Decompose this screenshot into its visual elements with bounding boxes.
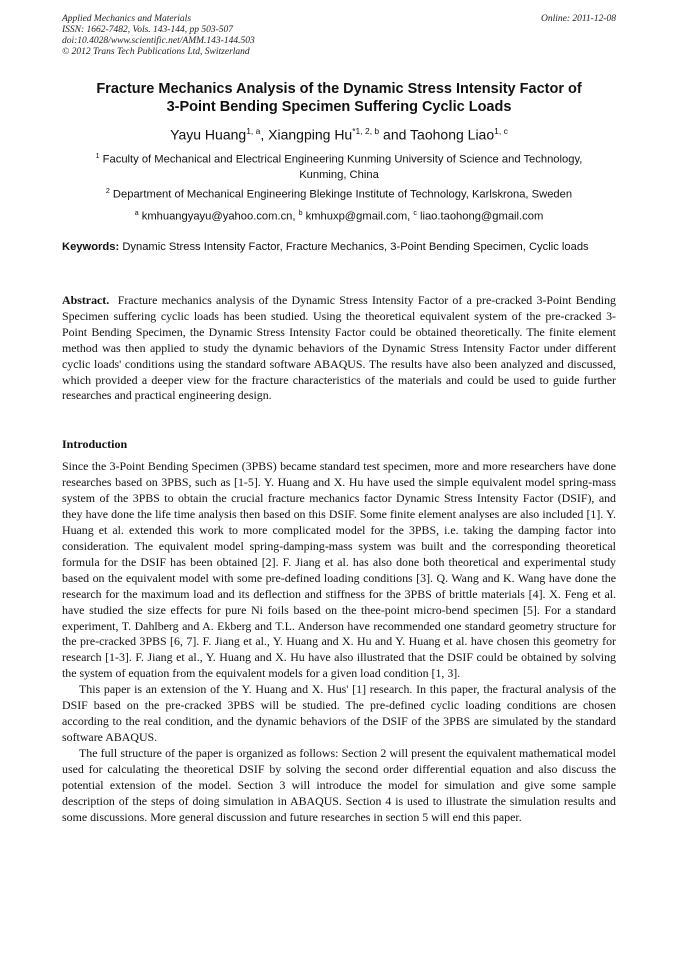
abstract-text: Fracture mechanics analysis of the Dynamic Stress Intensity Factor of a pre-cracked 3-Point Bending Specimen suffering cyclic loads has been studied. Using the theoretical equivalent system of the pre-cracked 3-Point Bending Specimen, the Dynamic Stress Intensity Factor could be obtained theoretically. The finite element method was then applied to study the dynamic behaviors of the Dynamic Stress Intensity Factor under different cyclic loads' conditions using the standard software ABAQUS. The results have also been analyzed and discussed, which provided a deeper view for the fracture characteristics of the materials and could be used to guide further researches and practical engineering design. xyxy=(62,293,616,403)
copyright-line: © 2012 Trans Tech Publications Ltd, Switzerland xyxy=(62,47,250,57)
intro-paragraph-2: This paper is an extension of the Y. Huang and X. Hus' [1] research. In this paper, the fractural analysis of the DSIF based on the pre-cracked 3PBS will be studied. The pre-defined cyclic loading conditions are chosen according to the real condition, and the dynamic behaviors of the DSIF of the 3PBS are simulated by the standard software ABAQUS. xyxy=(62,682,616,745)
email-b[interactable]: kmhuxp@gmail.com, xyxy=(305,210,411,223)
author-and: and xyxy=(379,126,411,143)
keywords-label: Keywords: xyxy=(62,241,120,253)
abstract-block xyxy=(62,293,616,404)
abstract-label: Abstract. xyxy=(62,293,110,307)
issn-line: ISSN: 1662-7482, Vols. 143-144, pp 503-507 xyxy=(62,25,233,35)
email-c[interactable]: liao.taohong@gmail.com xyxy=(419,210,544,223)
author-1: Yayu Huang xyxy=(170,126,247,143)
author-list xyxy=(62,122,616,144)
email-list xyxy=(62,206,616,225)
author-2: Xiangping Hu xyxy=(268,126,353,143)
introduction-heading: Introduction xyxy=(62,437,128,451)
keywords-text: Dynamic Stress Intensity Factor, Fracture Mechanics, 3-Point Bending Specimen, Cyclic loads xyxy=(122,241,589,253)
intro-paragraph-3: The full structure of the paper is organized as follows: Section 2 will present the equivalent mathematical model used for calculating the theoretical DSIF by solving the second order differential equation and also discuss the potential extension of the model. Section 3 will introduce the model for simulation and give some sample description of the steps of doing simulation in ABAQUS. Section 4 is used to illustrate the simulation results and some discussions. More general discussion and future researches in section 5 will end this paper. xyxy=(62,746,616,824)
email-a[interactable]: kmhuangyayu@yahoo.com.cn, xyxy=(141,210,296,223)
title-line-2: 3-Point Bending Specimen Suffering Cyclic Loads xyxy=(166,99,512,115)
keywords-block xyxy=(62,240,616,255)
affiliation-2 xyxy=(62,184,616,203)
affiliation-1-mark: 1 xyxy=(95,153,100,160)
email-a-mark: a xyxy=(134,210,139,217)
author-1-affil: 1, a xyxy=(246,126,261,136)
paper-title xyxy=(62,80,616,116)
intro-paragraph-1: Since the 3-Point Bending Specimen (3PBS) became standard test specimen, more and more researchers have done researches based on 3PBS, such as [1-5]. Y. Huang and X. Hu have used the simple equivalent model spring-mass system of the 3PBS to obtain the crucial fracture mechanics factor Dynamic Stress Intensity Factor (DSIF), and they have done the life time analysis then based on this DSIF. Some finite element analyses are also included [1]. Y. Huang et al. extended this work to more complicated model for the 3PBS, i.e. taking the damping factor into consideration. The equivalent model spring-damping-mass system was built and the corresponding theoretical formula for the DSIF has been obtained [2]. F. Jiang et al. has also done both theoretical and experimental study based on the equivalent model with some pre-defined loading conditions [3]. Q. Wang and K. Wang have done the research for the maximum load and its deflection and stiffness for the 3PBS of brittle materials [4]. X. Feng et al. have studied the size effects for pure Ni foils based on the thee-point micro-bend specimen [5]. For a standard experiment, T. Dahlberg and A. Ekberg and T.L. Anderson have recommended one standard geometry structure for the pre-cracked 3PBS [6, 7]. F. Jiang et al., Y. Huang and X. Hu and Y. Huang et al. have chosen this geometry for research [1-3]. F. Jiang et al., Y. Huang and X. Hu have also illustrated that the DSIF could be obtained by solving the system of equation from the equivalent models for a given load condition [1, 3]. xyxy=(62,459,616,681)
affiliation-2-mark: 2 xyxy=(105,188,110,195)
email-c-mark: c xyxy=(413,210,417,217)
affiliation-1 xyxy=(62,149,616,183)
introduction-body xyxy=(62,459,616,826)
journal-header xyxy=(62,14,616,58)
title-line-1: Fracture Mechanics Analysis of the Dynamic Stress Intensity Factor of xyxy=(96,81,582,97)
affiliation-1-line-2: Kunming, China xyxy=(299,168,379,181)
email-b-mark: b xyxy=(298,210,303,217)
online-date: Online: 2011-12-08 xyxy=(540,14,616,24)
affiliation-2-text: Department of Mechanical Engineering Blekinge Institute of Technology, Karlskrona, Sweden xyxy=(112,188,573,201)
doi-line: doi:10.4028/www.scientific.net/AMM.143-144.503 xyxy=(62,36,255,46)
affiliation-1-text: Faculty of Mechanical and Electrical Engineering Kunming University of Science and Technology, xyxy=(102,153,583,166)
author-separator: , xyxy=(260,126,269,143)
author-3-affil: 1, c xyxy=(494,126,508,136)
author-2-affil: *1, 2, b xyxy=(352,126,380,136)
author-3: Taohong Liao xyxy=(410,126,495,143)
journal-name: Applied Mechanics and Materials xyxy=(62,14,192,24)
